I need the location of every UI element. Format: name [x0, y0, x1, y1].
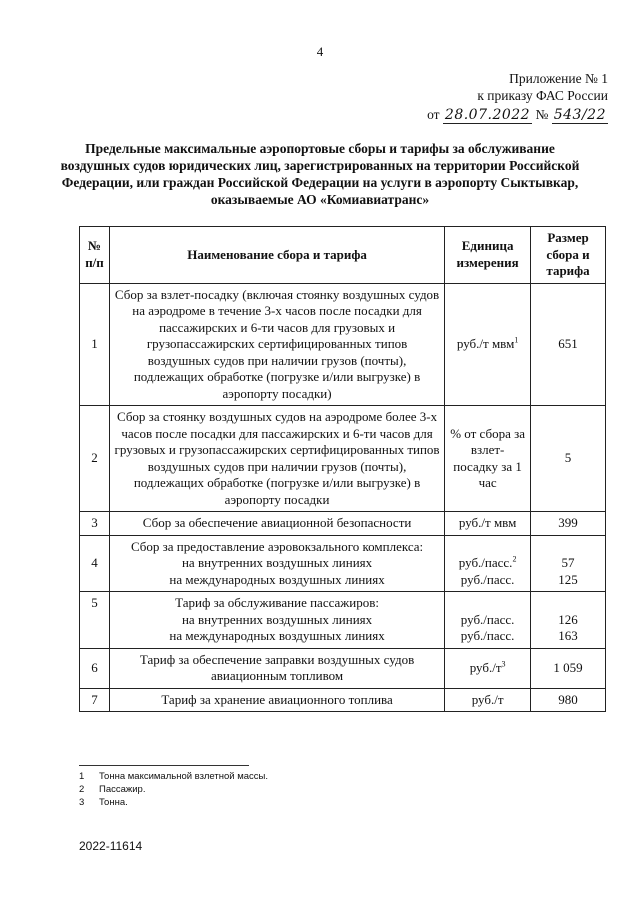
row-num: 3: [80, 512, 110, 536]
row-unit: руб./т: [445, 688, 531, 712]
row-name: Тариф за обслуживание пассажиров: на внутренних воздушных линиях на международных воздушных линиях: [109, 592, 444, 649]
table-row: [80, 535, 606, 592]
row-value: 126 163: [531, 592, 606, 649]
row-num: 2: [80, 406, 110, 512]
appendix-title: Приложение № 1: [509, 71, 608, 86]
footnote-item: 2 Пассажир.: [79, 784, 146, 795]
number-label: №: [535, 107, 549, 122]
appendix-header: [427, 70, 608, 124]
row-name: Сбор за обеспечение авиационной безопасности: [109, 512, 444, 536]
row-num: 6: [80, 648, 110, 688]
footnote-ref: 2: [512, 554, 517, 564]
footnote-ref: 1: [514, 335, 519, 345]
row-value: 651: [531, 283, 606, 406]
row-name: Тариф за хранение авиационного топлива: [109, 688, 444, 712]
header-num: № п/п: [80, 227, 110, 284]
table-row: [80, 283, 606, 406]
header-value: Размер сбора и тарифа: [531, 227, 606, 284]
table-row: [80, 512, 606, 536]
row-unit: руб./пасс. руб./пасс.: [445, 592, 531, 649]
row-unit: руб./т мвм$^1$: [445, 283, 531, 406]
header-name: Наименование сбора и тарифа: [109, 227, 444, 284]
row-sub-domestic: на внутренних воздушных линиях: [181, 611, 373, 627]
table-row: [80, 688, 606, 712]
appendix-order-ref: к приказу ФАС России: [477, 88, 608, 103]
order-date: 28.07.2022: [444, 107, 531, 123]
row-unit: % от сбора за взлет-посадку за 1 час: [445, 406, 531, 512]
footnotes: [79, 770, 268, 809]
row-name: Сбор за стоянку воздушных судов на аэродроме более 3-х часов после посадки для пассажирских и 6-ти часов для грузовых и грузопассажирских сертифицированных типов воздушных судов при наличии грузов (почты), подлежащих обработке (погрузке и/или выгрузке) в аэропорту посадки: [109, 406, 444, 512]
row-num: 4: [80, 535, 110, 592]
row-sub-international: на международных воздушных линиях: [169, 571, 385, 587]
row-value: 1 059: [531, 648, 606, 688]
row-value: 399: [531, 512, 606, 536]
document-title: Предельные максимальные аэропортовые сборы и тарифы за обслуживание воздушных судов юридических лиц, зарегистрированных на территории Российской Федерации, или граждан Российской Федерации на услуги в аэропорту Сыктывкар, оказываемые АО «Комиавиатранс»: [60, 141, 580, 207]
row-num: 5: [80, 592, 110, 649]
row-unit: руб./пасс.$^2$ руб./пасс.: [445, 535, 531, 592]
row-sub-domestic: на внутренних воздушных линиях: [181, 555, 373, 570]
table-row: [80, 648, 606, 688]
order-number: 543/22: [553, 107, 606, 123]
footnote-item: 3 Тонна.: [79, 797, 128, 808]
row-num: 7: [80, 688, 110, 712]
from-label: от: [427, 107, 440, 122]
row-value: 5: [531, 406, 606, 512]
document-code: 2022-11614: [79, 839, 143, 853]
table-row: [80, 592, 606, 649]
row-value: 980: [531, 688, 606, 712]
row-name: Тариф за обеспечение заправки воздушных судов авиационным топливом: [109, 648, 444, 688]
row-name: Сбор за взлет-посадку (включая стоянку воздушных судов на аэродроме в течение 3-х часов после посадки для пассажирских и 6-ти часов для грузовых и грузопассажирских сертифицированных типов воздушных судов при наличии грузов (почты), подлежащих обработке (погрузке и/или выгрузке) в аэропорту посадки): [109, 283, 444, 406]
row-name: Сбор за предоставление аэровокзального комплекса: на внутренних воздушных линиях на международных воздушных линиях: [109, 535, 444, 592]
row-sub-international: на международных воздушных линиях: [169, 628, 385, 643]
table-row: [80, 406, 606, 512]
row-num: 1: [80, 283, 110, 406]
row-unit: $руб./т^3$: [445, 648, 531, 688]
footnote-item: 1 Тонна максимальной взлетной массы.: [79, 771, 268, 782]
appendix-date-number: [427, 106, 608, 124]
row-unit: руб./т мвм: [445, 512, 531, 536]
row-value: 57 125: [531, 535, 606, 592]
page-number: 4: [316, 44, 324, 59]
footnote-ref: 3: [501, 659, 506, 669]
tariffs-table: [79, 226, 606, 712]
footnote-divider: [79, 765, 249, 766]
header-unit: Единица измерения: [445, 227, 531, 284]
table-header-row: [80, 227, 606, 284]
